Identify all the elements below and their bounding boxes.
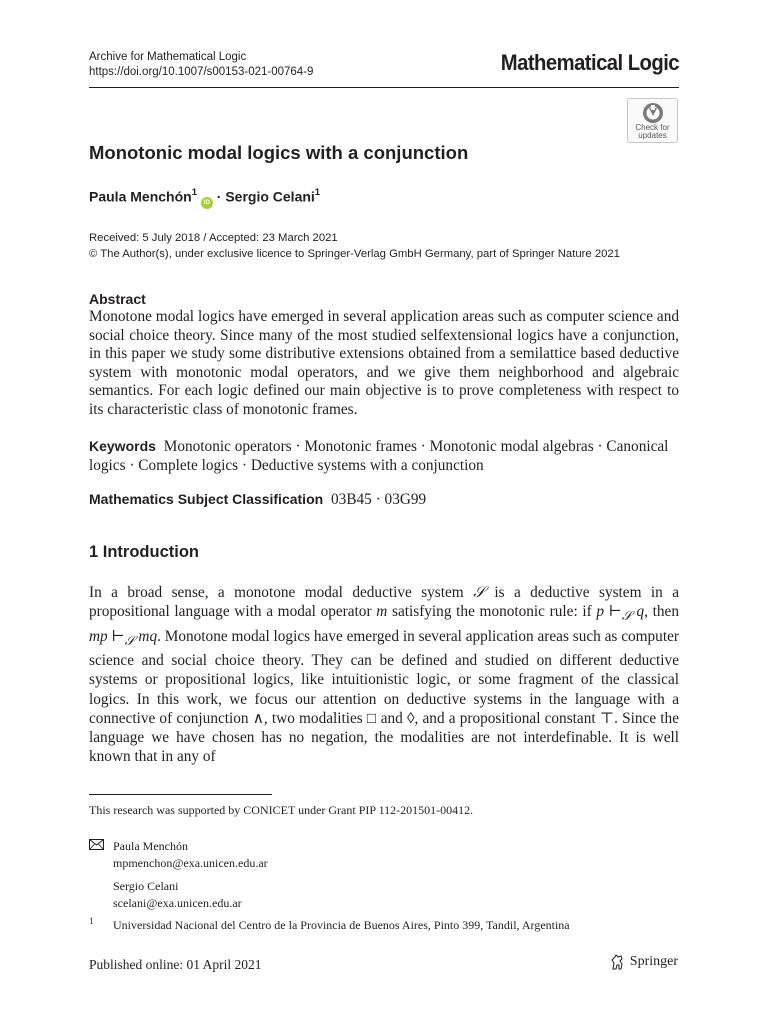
springer-horse-icon [610,954,626,970]
abstract-heading: Abstract [89,291,146,307]
symbol-m: m [376,603,388,621]
publisher-logo [610,954,678,970]
journal-title: Mathematical Logic [500,50,679,75]
formula-2-sub: 𝒮 [124,633,135,648]
journal-name: Archive for Mathematical Logic [89,51,247,63]
intro-text-3: satisfying the monotonic rule: if [387,603,597,621]
author-1-name[interactable]: Paula Menchón [89,188,192,205]
affiliation-text: Universidad Nacional del Centro de la Provincia de Buenos Aires, Pinto 399, Tandil, Argentina [113,918,570,932]
keywords-text: Monotonic operators · Monotonic frames · Monotonic modal algebras · Canonical logics · Complete logics · Deductive systems with a conjunction [89,438,669,474]
introduction-paragraph [89,583,679,767]
header-divider [89,87,679,88]
contact-1-email[interactable]: mpmenchon@exa.unicen.edu.ar [113,856,268,870]
symbol-S: 𝒮 [473,584,485,601]
formula-2-tail: mq [134,627,158,645]
check-for-updates-badge[interactable] [627,98,678,143]
copyright-line: © The Author(s), under exclusive licence to Springer-Verlag GmbH Germany, part of Springer Nature 2021 [89,248,620,260]
formula-1-sub: 𝒮 [621,609,632,624]
msc-codes: 03B45 · 03G99 [331,491,427,508]
author-2-name[interactable]: Sergio Celani [225,188,315,205]
author-separator: · [216,188,222,205]
check-badge-line2: updates [638,131,667,140]
doi-link[interactable]: https://doi.org/10.1007/s00153-021-00764-9 [89,66,314,78]
journal-meta [89,50,313,80]
published-online: Published online: 01 April 2021 [89,957,262,972]
section-heading-introduction: 1 Introduction [89,543,199,561]
corresponding-contacts [113,838,268,912]
affiliation-number: 1 [89,916,94,926]
check-badge-line1: Check for [635,123,670,132]
contact-2-name: Sergio Celani [113,879,179,893]
author-line [89,188,320,209]
publication-dates [89,230,620,262]
intro-text-4: , then [644,603,679,621]
paper-title: Monotonic modal logics with a conjunction [89,142,469,163]
intro-text-2: is a deductive system in a propositional language with a modal operator [89,584,679,621]
abstract-text: Monotone modal logics have emerged in several application areas such as computer science and social choice theory. Since many of the most studied selfextensional logics have a conjunction, in this paper we study some distributive extensions obtained from a semilattice based deductive system with monotonic modal operators, and we give them neighborhood and algebraic semantics. For each logic defined our main objective is to prove completeness with respect to its characteristic class of monotonic frames. [89,308,679,418]
contact-2-email[interactable]: scelani@exa.unicen.edu.ar [113,896,242,910]
received-accepted: Received: 5 July 2018 / Accepted: 23 March 2021 [89,232,338,244]
formula-2-main: mp ⊢ [89,627,125,645]
keywords-label: Keywords [89,438,156,454]
publisher-name: Springer [629,954,678,969]
formula-1-main: p ⊢ [596,603,622,621]
msc-block [89,491,426,509]
funding-note: This research was supported by CONICET under Grant PIP 112-201501-00412. [89,803,474,817]
orcid-icon[interactable]: iD [201,197,213,209]
formula-2 [89,627,158,648]
intro-text-1: In a broad sense, a monotone modal deductive system [89,584,474,601]
formula-1-tail: q [631,603,645,621]
formula-1 [596,603,645,624]
check-updates-icon [642,102,664,124]
intro-text-5: . Monotone modal logics have emerged in several application areas such as computer science and social choice theory. They can be defined and studied on different deductive systems or propositional logics, like intuitionistic logic, or some fragment of the classical logics. In this work, we focus our attention on deductive systems in the language with a connective of conjunction ∧, two modalities □ and ◊, and a propositional constant ⊤. Since the language we have chosen has no negation, the modalities are not interdefinable. It is well known that in any of [89,627,679,766]
author-1-affil-sup: 1 [191,187,197,198]
envelope-icon [89,839,104,850]
footnote-divider [89,794,272,795]
keywords-block [89,437,679,475]
contact-1-name: Paula Menchón [113,839,188,853]
msc-label: Mathematics Subject Classification [89,491,324,507]
author-2-affil-sup: 1 [314,187,321,198]
